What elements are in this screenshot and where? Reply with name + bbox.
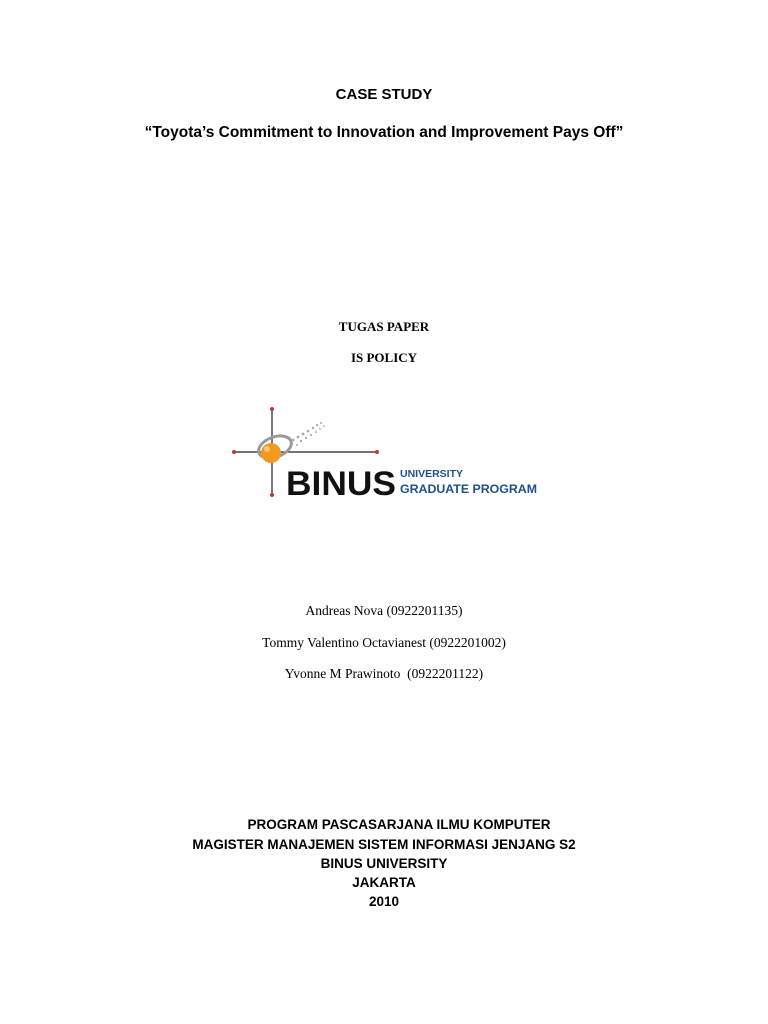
author-line: Yvonne M Prawinoto (0922201122): [284, 666, 484, 681]
logo-orb: [261, 443, 281, 463]
binus-logo: [231, 406, 541, 498]
logo-orb-highlight: [264, 446, 270, 452]
logo-dot: [270, 407, 274, 411]
logo-wordmark: BINUS: [286, 465, 396, 498]
logo-line-graduate: GRADUATE PROGRAM: [400, 482, 538, 496]
case-study-label: CASE STUDY: [335, 86, 433, 103]
program-name: PROGRAM PASCASARJANA ILMU KOMPUTER: [247, 817, 551, 832]
university-name: BINUS UNIVERSITY: [320, 856, 448, 871]
logo-dot: [232, 450, 236, 454]
year: 2010: [368, 894, 400, 909]
author-line: Tommy Valentino Octavianest (0922201002): [262, 635, 506, 650]
logo-sparkles: [292, 422, 325, 446]
logo-dot: [270, 493, 274, 497]
author-line: Andreas Nova (0922201135): [305, 603, 463, 618]
course-name: IS POLICY: [350, 350, 418, 365]
logo-dot: [375, 450, 379, 454]
document-title: “Toyota’s Commitment to Innovation and Improvement Pays Off”: [144, 124, 624, 141]
assignment-type: TUGAS PAPER: [338, 319, 430, 334]
department-name: MAGISTER MANAJEMEN SISTEM INFORMASI JENJANG S2: [192, 837, 576, 852]
city-name: JAKARTA: [352, 875, 416, 890]
logo-line-university: UNIVERSITY: [400, 468, 464, 480]
